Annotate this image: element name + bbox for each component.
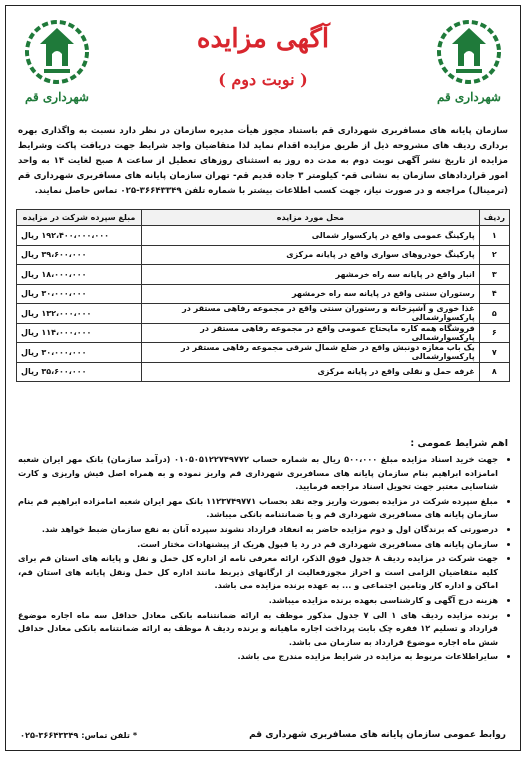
table-row <box>17 284 510 304</box>
row-number: ۴ <box>479 284 509 304</box>
condition-item: • سایراطلاعات مربوط به مزایده در شرایط مزایده مندرج می باشد. <box>18 650 498 664</box>
row-number: ۶ <box>479 323 509 343</box>
page-subtitle: ( نوبت دوم ) <box>218 70 308 89</box>
row-amount: ۱۸،۰۰۰،۰۰۰ ریال <box>17 265 142 285</box>
row-amount: ۱۱۴،۰۰۰،۰۰۰ ریال <box>17 323 142 343</box>
row-amount: ۱۹۲،۴۰۰،۰۰۰،۰۰۰ ریال <box>17 226 142 246</box>
table-row <box>17 304 510 324</box>
header-row-number: ردیف <box>479 210 509 226</box>
table-row <box>17 245 510 265</box>
conditions-title: اهم شرایط عمومی : <box>410 438 508 449</box>
row-subject: فروشگاه همه کاره مایحتاج عمومی واقع در مجموعه رفاهی مستقر در پارکسوارشمالی <box>142 323 480 343</box>
intro-paragraph: سازمان پایانه های مسافربری شهرداری قم باستناد مجوز هیأت مدیره سازمان در نظر دارد نسبت به واگذاری بهره برداری ردیف های مشروحه ذیل از طریق مزایده اقدام نماید لذا متقاضیان واجد شرایط جهت دریافت پاکت وشرایط مزایده از تاریخ نشر آگهی نوبت دوم به مدت ده روز به استثنای روزهای تعطیل از ساعت ۸ صبح لغایت ۱۴ به واحد امور قراردادهای سازمان به نشانی قم- کیلومتر ۳ جاده قدیم قم- تهران سازمان پایانه های مسافربری شهرداری قم (ترمینال) مراجعه و در صورت نیاز، جهت کسب اطلاعات بیشتر با شماره تلفن ۳۶۶۴۳۳۴۹-۰۲۵ تماس حاصل نمایند. <box>18 126 508 196</box>
signature-public-relations: روابط عمومی سازمان پایانه های مسافربری شهرداری قم <box>249 730 506 740</box>
table-header-row <box>17 210 510 226</box>
conditions-list <box>18 453 508 665</box>
row-subject: انبار واقع در پایانه سه راه خرمشهر <box>142 265 480 285</box>
row-amount: ۳۰،۰۰۰،۰۰۰ ریال <box>17 343 142 363</box>
contact-phone: * تلفن تماس: ۳۶۶۴۳۳۴۹-۰۲۵ <box>20 730 138 740</box>
row-amount: ۳۵،۶۰۰،۰۰۰ ریال <box>17 362 142 382</box>
condition-item: • برنده مزایده ردیف های ۱ الی ۷ جدول مذکور موظف به ارائه ضمانتنامه بانکی معادل حداقل سه ماه اجاره موضوع قرارداد و تسلیم ۱۲ فقره چک بابت پرداخت اجاره ماهیانه و برنده ردیف ۸ موظف به ارائه ضمانتنامه بانکی معادل حداقل شش ماه اجاره موضوع قرارداد به سازمان می باشد. <box>18 609 498 650</box>
logo-caption: شهرداری قم <box>437 90 501 104</box>
table-row <box>17 343 510 363</box>
row-amount: ۳۹،۶۰۰،۰۰۰ ریال <box>17 245 142 265</box>
row-number: ۳ <box>479 265 509 285</box>
row-number: ۱ <box>479 226 509 246</box>
row-number: ۸ <box>479 362 509 382</box>
condition-item: • درصورتی که برندگان اول و دوم مزایده حاضر به انعقاد قرارداد نشوند سپرده آنان به نفع سازمان ضبط خواهد شد. <box>18 523 498 537</box>
row-amount: ۱۳۲،۰۰۰،۰۰۰ ریال <box>17 304 142 324</box>
header-subject: محل مورد مزایده <box>142 210 480 226</box>
table-row <box>17 226 510 246</box>
row-subject: غرفه حمل و نقلی واقع در پایانه مرکزی <box>142 362 480 382</box>
condition-item: • هزینه درج آگهی و کارشناسی بعهده برنده مزایده میباشد. <box>18 594 498 608</box>
row-subject: رستوران سنتی واقع در پایانه سه راه خرمشهر <box>142 284 480 304</box>
condition-item: • جهت خرید اسناد مزایده مبلغ ۵۰۰،۰۰۰ ریال به شماره حساب ۰۱۰۵۰۵۱۲۲۷۴۹۷۷۲ (درآمد سازمان) بانک مهر ایران شعبه امامزاده ابراهیم بنام سازمان پایانه های مسافربری شهرداری قم واریز نموده و به همراه اصل فیش واریزی و کارت شناسایی معتبر جهت تحویل اسناد مراجعه فرمایید. <box>18 453 498 494</box>
auction-items-table <box>16 209 510 382</box>
row-number: ۷ <box>479 343 509 363</box>
row-number: ۲ <box>479 245 509 265</box>
table-row <box>17 362 510 382</box>
table-row <box>17 265 510 285</box>
table-row <box>17 323 510 343</box>
header-deposit: مبلغ سپرده شرکت در مزایده <box>17 210 142 226</box>
row-number: ۵ <box>479 304 509 324</box>
row-amount: ۳۰،۰۰۰،۰۰۰ ریال <box>17 284 142 304</box>
advertisement-page <box>5 5 521 751</box>
logo-caption: شهرداری قم <box>25 90 89 104</box>
page-title: آگهی مزایده <box>196 24 330 54</box>
row-subject: پارکینگ خودروهای سواری واقع در پایانه مرکزی <box>142 245 480 265</box>
row-subject: پارکینگ عمومی واقع در پارکسوار شمالی <box>142 226 480 246</box>
row-subject: یک باب مغازه دونبش واقع در ضلع شمال شرقی مجموعه رفاهی مستقر در پارکسوارشمالی <box>142 343 480 363</box>
row-subject: غذا خوری و آشپزخانه و رستوران سنتی واقع در مجموعه رفاهی مستقر در پارکسوارشمالی <box>142 304 480 324</box>
condition-item: • سازمان پایانه های مسافربری شهرداری قم در رد یا قبول هریک از پیشنهادات مختار است. <box>18 538 498 552</box>
condition-item: • مبلغ سپرده شرکت در مزایده بصورت واریز وجه نقد بحساب ۱۱۲۳۷۴۹۷۷۱ بانک مهر ایران شعبه امامزاده ابراهیم قم بنام سازمان پایانه های مسافربری شهرداری قم و یا ضمانتنامه بانکی میباشد. <box>18 495 498 522</box>
condition-item: • جهت شرکت در مزایده ردیف ۸ جدول فوق الذکر، ارائه معرفی نامه از اداره کل حمل و نقل و پایانه های استان قم برای کلیه متقاضیان الزامی است و احراز مجوزفعالیت از ارگانهای ذیربط مانند اداره کل حمل ونقل پایانه های استان قم، اماکن و اداره کار وتامین اجتماعی و ... به عهده برنده مزایده می باشد. <box>18 552 498 593</box>
